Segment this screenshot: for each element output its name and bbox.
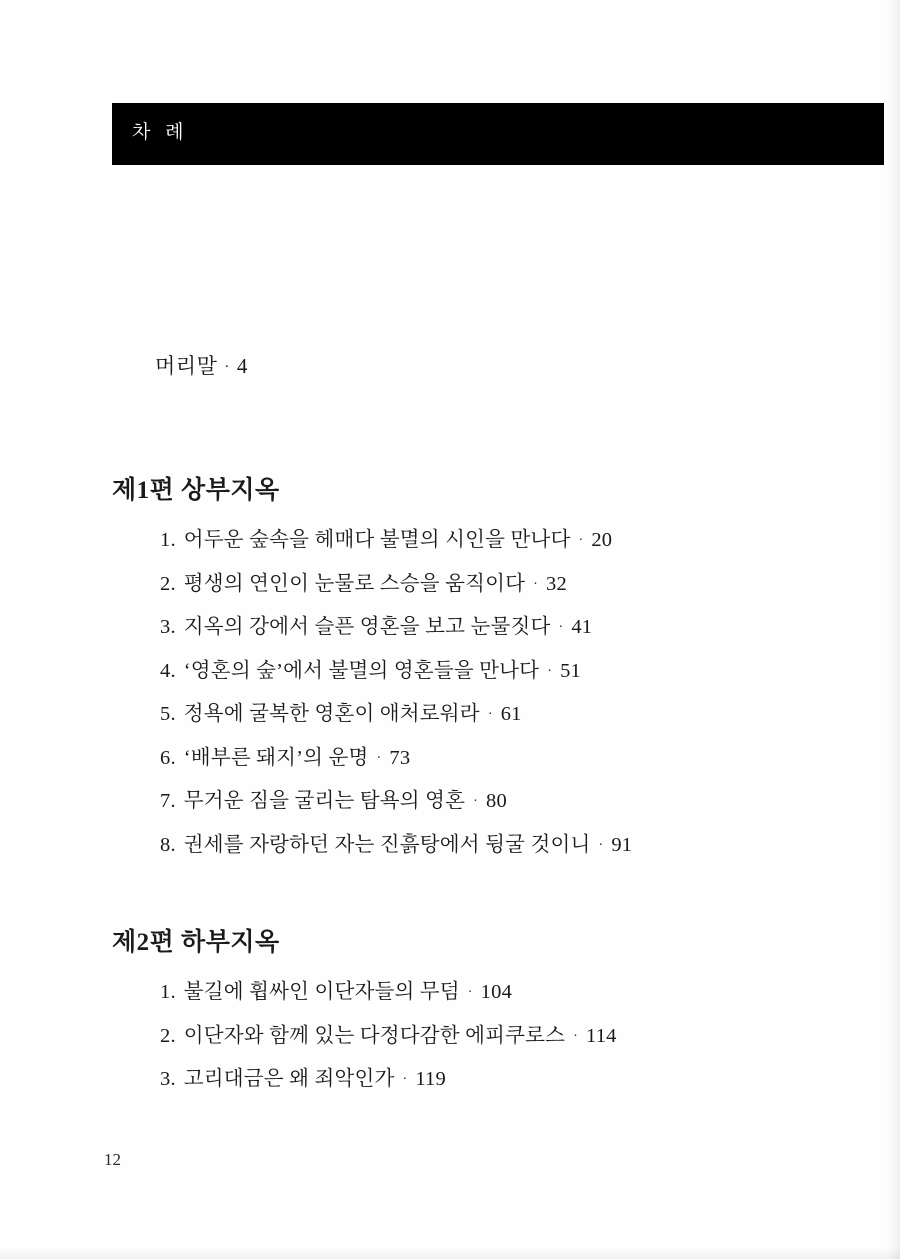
item-label: 정욕에 굴복한 영혼이 애처로워라 — [183, 703, 480, 725]
item-number: 1. — [160, 981, 176, 1003]
item-page: 91 — [611, 833, 633, 856]
item-number: 2. — [160, 572, 176, 595]
page-number: 12 — [104, 1150, 121, 1169]
list-item — [112, 1061, 872, 1091]
item-page: 73 — [389, 746, 411, 769]
preface-page: 4 — [236, 354, 248, 378]
list-item — [112, 522, 872, 552]
item-separator: · — [533, 576, 539, 592]
page-bottom-shadow — [0, 1247, 900, 1259]
item-separator: · — [547, 663, 553, 679]
item-number: 3. — [160, 1068, 176, 1090]
toc-list-part-2 — [112, 974, 872, 1091]
list-item — [112, 974, 872, 1004]
list-item — [112, 566, 872, 596]
item-separator: · — [376, 750, 382, 766]
item-number: 4. — [160, 659, 176, 682]
item-label: 이단자와 함께 있는 다정다감한 에피쿠로스 — [183, 1024, 566, 1047]
list-item — [112, 783, 872, 813]
item-number: 1. — [160, 529, 176, 551]
item-label: 어두운 숲속을 헤매다 불멸의 시인을 만나다 — [183, 529, 571, 551]
page-edge-shadow — [886, 0, 900, 1259]
section-header-bar — [112, 103, 884, 165]
list-item — [112, 653, 872, 683]
item-label: 고리대금은 왜 죄악인가 — [183, 1068, 395, 1090]
item-number: 2. — [160, 1024, 176, 1047]
item-number: 8. — [160, 833, 176, 856]
item-page: 61 — [500, 703, 522, 725]
item-page: 119 — [415, 1068, 446, 1090]
item-separator: · — [473, 794, 478, 809]
item-label: 불길에 휩싸인 이단자들의 무덤 — [183, 981, 460, 1003]
item-number: 6. — [160, 746, 176, 769]
toc-list-part-1 — [112, 522, 872, 857]
item-label: 지옥의 강에서 슬픈 영혼을 보고 눈물짓다 — [183, 616, 551, 638]
toc-part-1 — [112, 470, 872, 870]
toc-part-2 — [112, 922, 872, 1105]
item-label: 권세를 자랑하던 자는 진흙탕에서 뒹굴 것이니 — [183, 833, 591, 856]
list-item — [112, 740, 872, 770]
item-separator: · — [598, 837, 604, 853]
list-item — [112, 609, 872, 639]
part-title: 제2편 하부지옥 — [112, 929, 280, 956]
item-label: ‘영혼의 숲’에서 불멸의 영혼들을 만나다 — [183, 659, 540, 682]
part-title: 제1편 상부지옥 — [112, 477, 280, 504]
item-separator: · — [467, 985, 473, 1000]
item-separator: · — [558, 620, 564, 635]
item-page: 80 — [486, 790, 507, 812]
item-label: 평생의 연인이 눈물로 스승을 움직이다 — [183, 572, 526, 595]
item-separator: · — [573, 1028, 579, 1044]
item-label: ‘배부른 돼지’의 운명 — [183, 746, 369, 769]
preface-entry — [155, 350, 248, 380]
list-item — [112, 696, 872, 726]
list-item — [112, 827, 872, 857]
item-page: 51 — [560, 659, 581, 682]
item-page: 41 — [571, 616, 593, 638]
item-separator: · — [402, 1072, 408, 1087]
item-number: 5. — [160, 703, 176, 725]
item-number: 3. — [160, 616, 176, 638]
preface-label: 머리말 — [155, 354, 218, 378]
item-page: 104 — [480, 981, 513, 1003]
item-separator: · — [487, 707, 493, 722]
preface-separator: · — [224, 359, 230, 375]
list-item — [112, 1018, 872, 1048]
item-page: 32 — [546, 572, 567, 595]
item-page: 114 — [586, 1024, 617, 1047]
item-page: 20 — [591, 529, 613, 551]
item-separator: · — [578, 533, 584, 548]
item-label: 무거운 짐을 굴리는 탐욕의 영혼 — [183, 790, 466, 812]
item-number: 7. — [160, 790, 176, 812]
page-title: 차 례 — [132, 122, 189, 143]
